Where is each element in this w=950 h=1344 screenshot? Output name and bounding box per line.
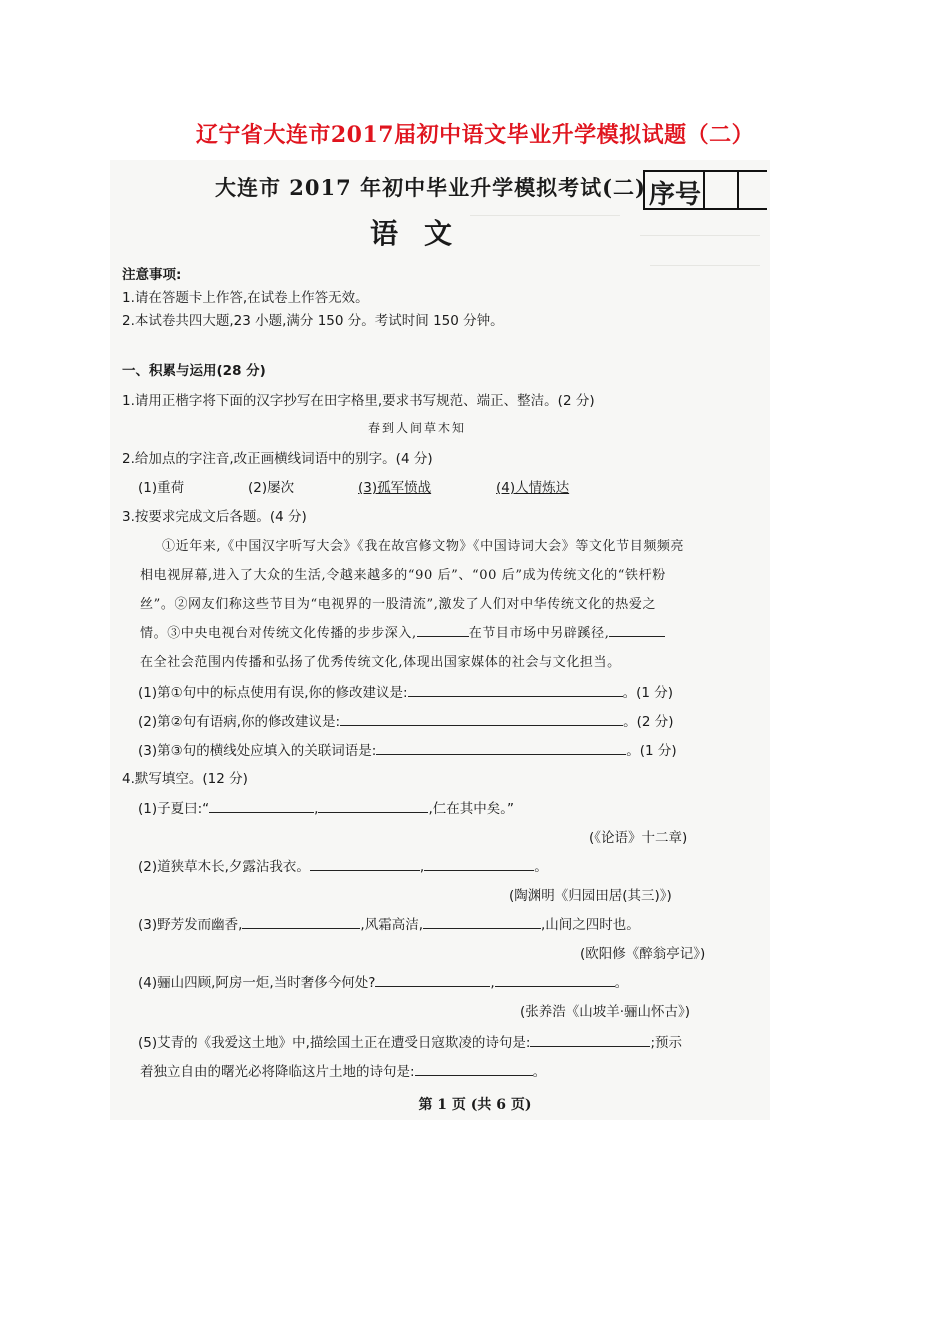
q4-item [140, 1060, 546, 1080]
q4-item [138, 797, 514, 817]
question-2: 2.给加点的字注音,改正画横线词语中的别字。(4 分) [122, 451, 433, 467]
blank-line [417, 622, 469, 637]
page-footer: 第 1 页 (共 6 页) [418, 1097, 532, 1113]
passage-line [140, 622, 665, 641]
question-4: 4.默写填空。(12 分) [122, 771, 248, 787]
q3-sub [138, 681, 673, 701]
q4-text: ;预示 [650, 1035, 683, 1051]
q4-item [138, 913, 640, 933]
passage-line: 丝”。②网友们称这些节目为“电视界的一股清流”,激发了人们对中华传统文化的热爱之 [140, 597, 657, 612]
answer-blank [424, 856, 534, 871]
q3-sub [138, 739, 677, 759]
notice-item: 2.本试卷共四大题,23 小题,满分 150 分。考试时间 150 分钟。 [122, 313, 504, 329]
q4-item [138, 1031, 682, 1051]
question-3: 3.按要求完成文后各题。(4 分) [122, 509, 307, 525]
q4-text: , [314, 801, 319, 817]
q4-text: 着独立自由的曙光必将降临这片土地的诗句是: [140, 1064, 415, 1080]
q4-text: ,仁在其中矣。” [428, 801, 515, 817]
passage-text: 在节目市场中另辟蹊径, [468, 626, 610, 641]
q2-item: (4)人情炼达 [496, 480, 570, 496]
q4-item [138, 855, 548, 875]
answer-blank [375, 972, 490, 987]
bleed-through-line [640, 235, 760, 236]
subject-title: 语文 [370, 217, 479, 250]
answer-blank [318, 798, 428, 813]
notice-item: 1.请在答题卡上作答,在试卷上作答无效。 [122, 290, 369, 306]
q3-sub-score: 。(2 分) [623, 714, 674, 730]
sequence-number-box [643, 170, 767, 210]
answer-blank [310, 856, 420, 871]
q3-sub-text: (3)第③句的横线处应填入的关联词语是: [138, 743, 377, 759]
q3-sub-text: (1)第①句中的标点使用有误,你的修改建议是: [138, 685, 408, 701]
q4-text: (1)子夏曰:“ [138, 801, 210, 817]
q4-text: ,山间之四时也。 [541, 917, 640, 933]
document-title: 辽宁省大连市2017届初中语文毕业升学模拟试题（二） [195, 122, 755, 148]
q4-text: ,风霜高洁, [360, 917, 424, 933]
q4-text: 。 [534, 859, 548, 875]
section-heading: 一、积累与运用(28 分) [122, 363, 266, 379]
answer-blank [495, 972, 615, 987]
q4-text: 。 [532, 1064, 547, 1080]
passage-text: 情。③中央电视台对传统文化传播的步步深入, [140, 626, 417, 641]
q4-source: (陶渊明《归园田居(其三)》) [509, 888, 672, 904]
q4-text: (4)骊山四顾,阿房一炬,当时奢侈今何处? [138, 975, 376, 991]
q4-text: , [419, 859, 425, 875]
q4-source: (欧阳修《醉翁亭记》) [580, 946, 706, 962]
q4-text: , [490, 975, 495, 991]
passage-line: 在全社会范围内传播和弘扬了优秀传统文化,体现出国家媒体的社会与文化担当。 [140, 655, 621, 670]
answer-blank [376, 740, 626, 755]
answer-blank [340, 711, 623, 726]
question-1: 1.请用正楷字将下面的汉字抄写在田字格里,要求书写规范、端正、整洁。(2 分) [122, 393, 595, 409]
q2-item: (1)重荷 [138, 480, 185, 496]
sequence-label: 序号 [649, 180, 702, 210]
q4-text: (5)艾青的《我爱这土地》中,描绘国土正在遭受日寇欺凌的诗句是: [138, 1035, 531, 1051]
q2-item: (3)孤军愤战 [358, 480, 432, 496]
exam-title: 大连市 2017 年初中毕业升学模拟考试(二) [215, 175, 646, 200]
passage-line: 相电视屏幕,进入了大众的生活,令越来越多的“90 后”、“00 后”成为传统文化的“铁杆粉 [140, 568, 666, 583]
q4-text: (3)野芳发而幽香, [138, 917, 243, 933]
answer-blank [242, 914, 360, 929]
q4-source: (《论语》十二章) [589, 830, 688, 846]
sequence-cell [737, 172, 769, 210]
q4-source: (张养浩《山坡羊·骊山怀古》) [520, 1004, 691, 1020]
notice-heading: 注意事项: [122, 267, 182, 283]
sequence-cell [703, 172, 739, 210]
answer-blank [423, 914, 541, 929]
copy-phrase: 春到人间草木知 [368, 421, 467, 435]
answer-blank [530, 1032, 650, 1047]
answer-blank [408, 682, 623, 697]
q3-sub-text: (2)第②句有语病,你的修改建议是: [138, 714, 341, 730]
q4-item [138, 971, 628, 991]
q2-item: (2)屡次 [248, 480, 295, 496]
bleed-through-line [650, 265, 760, 266]
q3-sub [138, 710, 674, 730]
answer-blank [209, 798, 314, 813]
answer-blank [415, 1061, 533, 1076]
passage-line: ①近年来,《中国汉字听写大会》《我在故宫修文物》《中国诗词大会》等文化节目频频亮 [162, 539, 685, 554]
q3-sub-score: 。(1 分) [626, 743, 677, 759]
q3-sub-score: 。(1 分) [622, 685, 673, 701]
q4-text: 。 [614, 975, 629, 991]
q4-text: (2)道狭草木长,夕露沾我衣。 [138, 859, 310, 875]
blank-line [609, 622, 665, 637]
bleed-through-line [470, 215, 620, 216]
